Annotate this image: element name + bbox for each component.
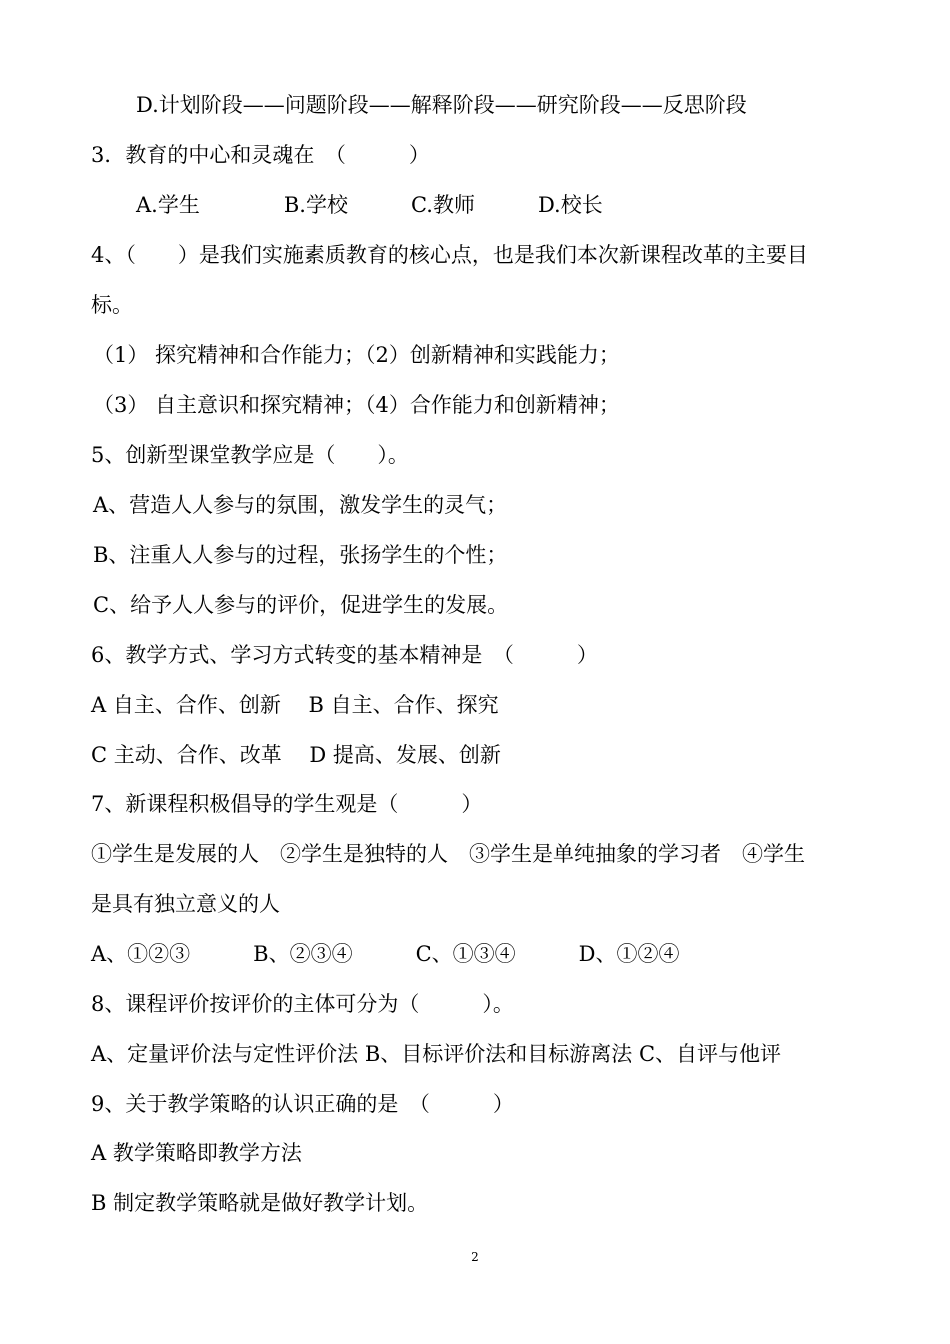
question-5: 5、创新型课堂教学应是（ ）。 — [91, 443, 409, 467]
page-number: 2 — [471, 1250, 479, 1264]
question-5-option-a: A、营造人人参与的氛围，激发学生的灵气； — [93, 493, 508, 517]
question-4-options-3-4: （3） 自主意识和探究精神；（4）合作能力和创新精神； — [93, 393, 620, 417]
question-3-options: A.学生 B.学校 C.教师 D.校长 — [136, 193, 603, 217]
question-9-option-b: B 制定教学策略就是做好教学计划。 — [91, 1191, 429, 1215]
question-7: 7、新课程积极倡导的学生观是（ ） — [91, 792, 483, 816]
question-8: 8、课程评价按评价的主体可分为（ ）。 — [91, 992, 514, 1016]
option-d-stages: D.计划阶段——问题阶段——解释阶段——研究阶段——反思阶段 — [136, 93, 747, 117]
question-7-statements-line-2: 是具有独立意义的人 — [91, 892, 280, 916]
question-4-line-2: 标。 — [91, 293, 133, 317]
question-5-option-c: C、给予人人参与的评价，促进学生的发展。 — [93, 593, 509, 617]
question-6-options-c-d: C 主动、合作、改革 D 提高、发展、创新 — [91, 743, 501, 767]
question-6: 6、教学方式、学习方式转变的基本精神是 （ ） — [91, 643, 598, 667]
question-9: 9、关于教学策略的认识正确的是 （ ） — [91, 1092, 514, 1116]
question-3: 3．教育的中心和灵魂在 （ ） — [91, 143, 430, 167]
question-7-statements-line-1: ①学生是发展的人 ②学生是独特的人 ③学生是单纯抽象的学习者 ④学生 — [91, 842, 805, 866]
question-6-options-a-b: A 自主、合作、创新 B 自主、合作、探究 — [91, 693, 499, 717]
question-5-option-b: B、注重人人参与的过程，张扬学生的个性； — [93, 543, 508, 567]
question-4-options-1-2: （1） 探究精神和合作能力；（2）创新精神和实践能力； — [93, 343, 620, 367]
question-4-line-1: 4、（ ）是我们实施素质教育的核心点，也是我们本次新课程改革的主要目 — [91, 243, 808, 267]
question-9-option-a: A 教学策略即教学方法 — [91, 1141, 302, 1165]
question-7-options: A、①②③ B、②③④ C、①③④ D、①②④ — [91, 942, 680, 966]
question-8-options: A、定量评价法与定性评价法 B、目标评价法和目标游离法 C、自评与他评 — [91, 1042, 782, 1066]
